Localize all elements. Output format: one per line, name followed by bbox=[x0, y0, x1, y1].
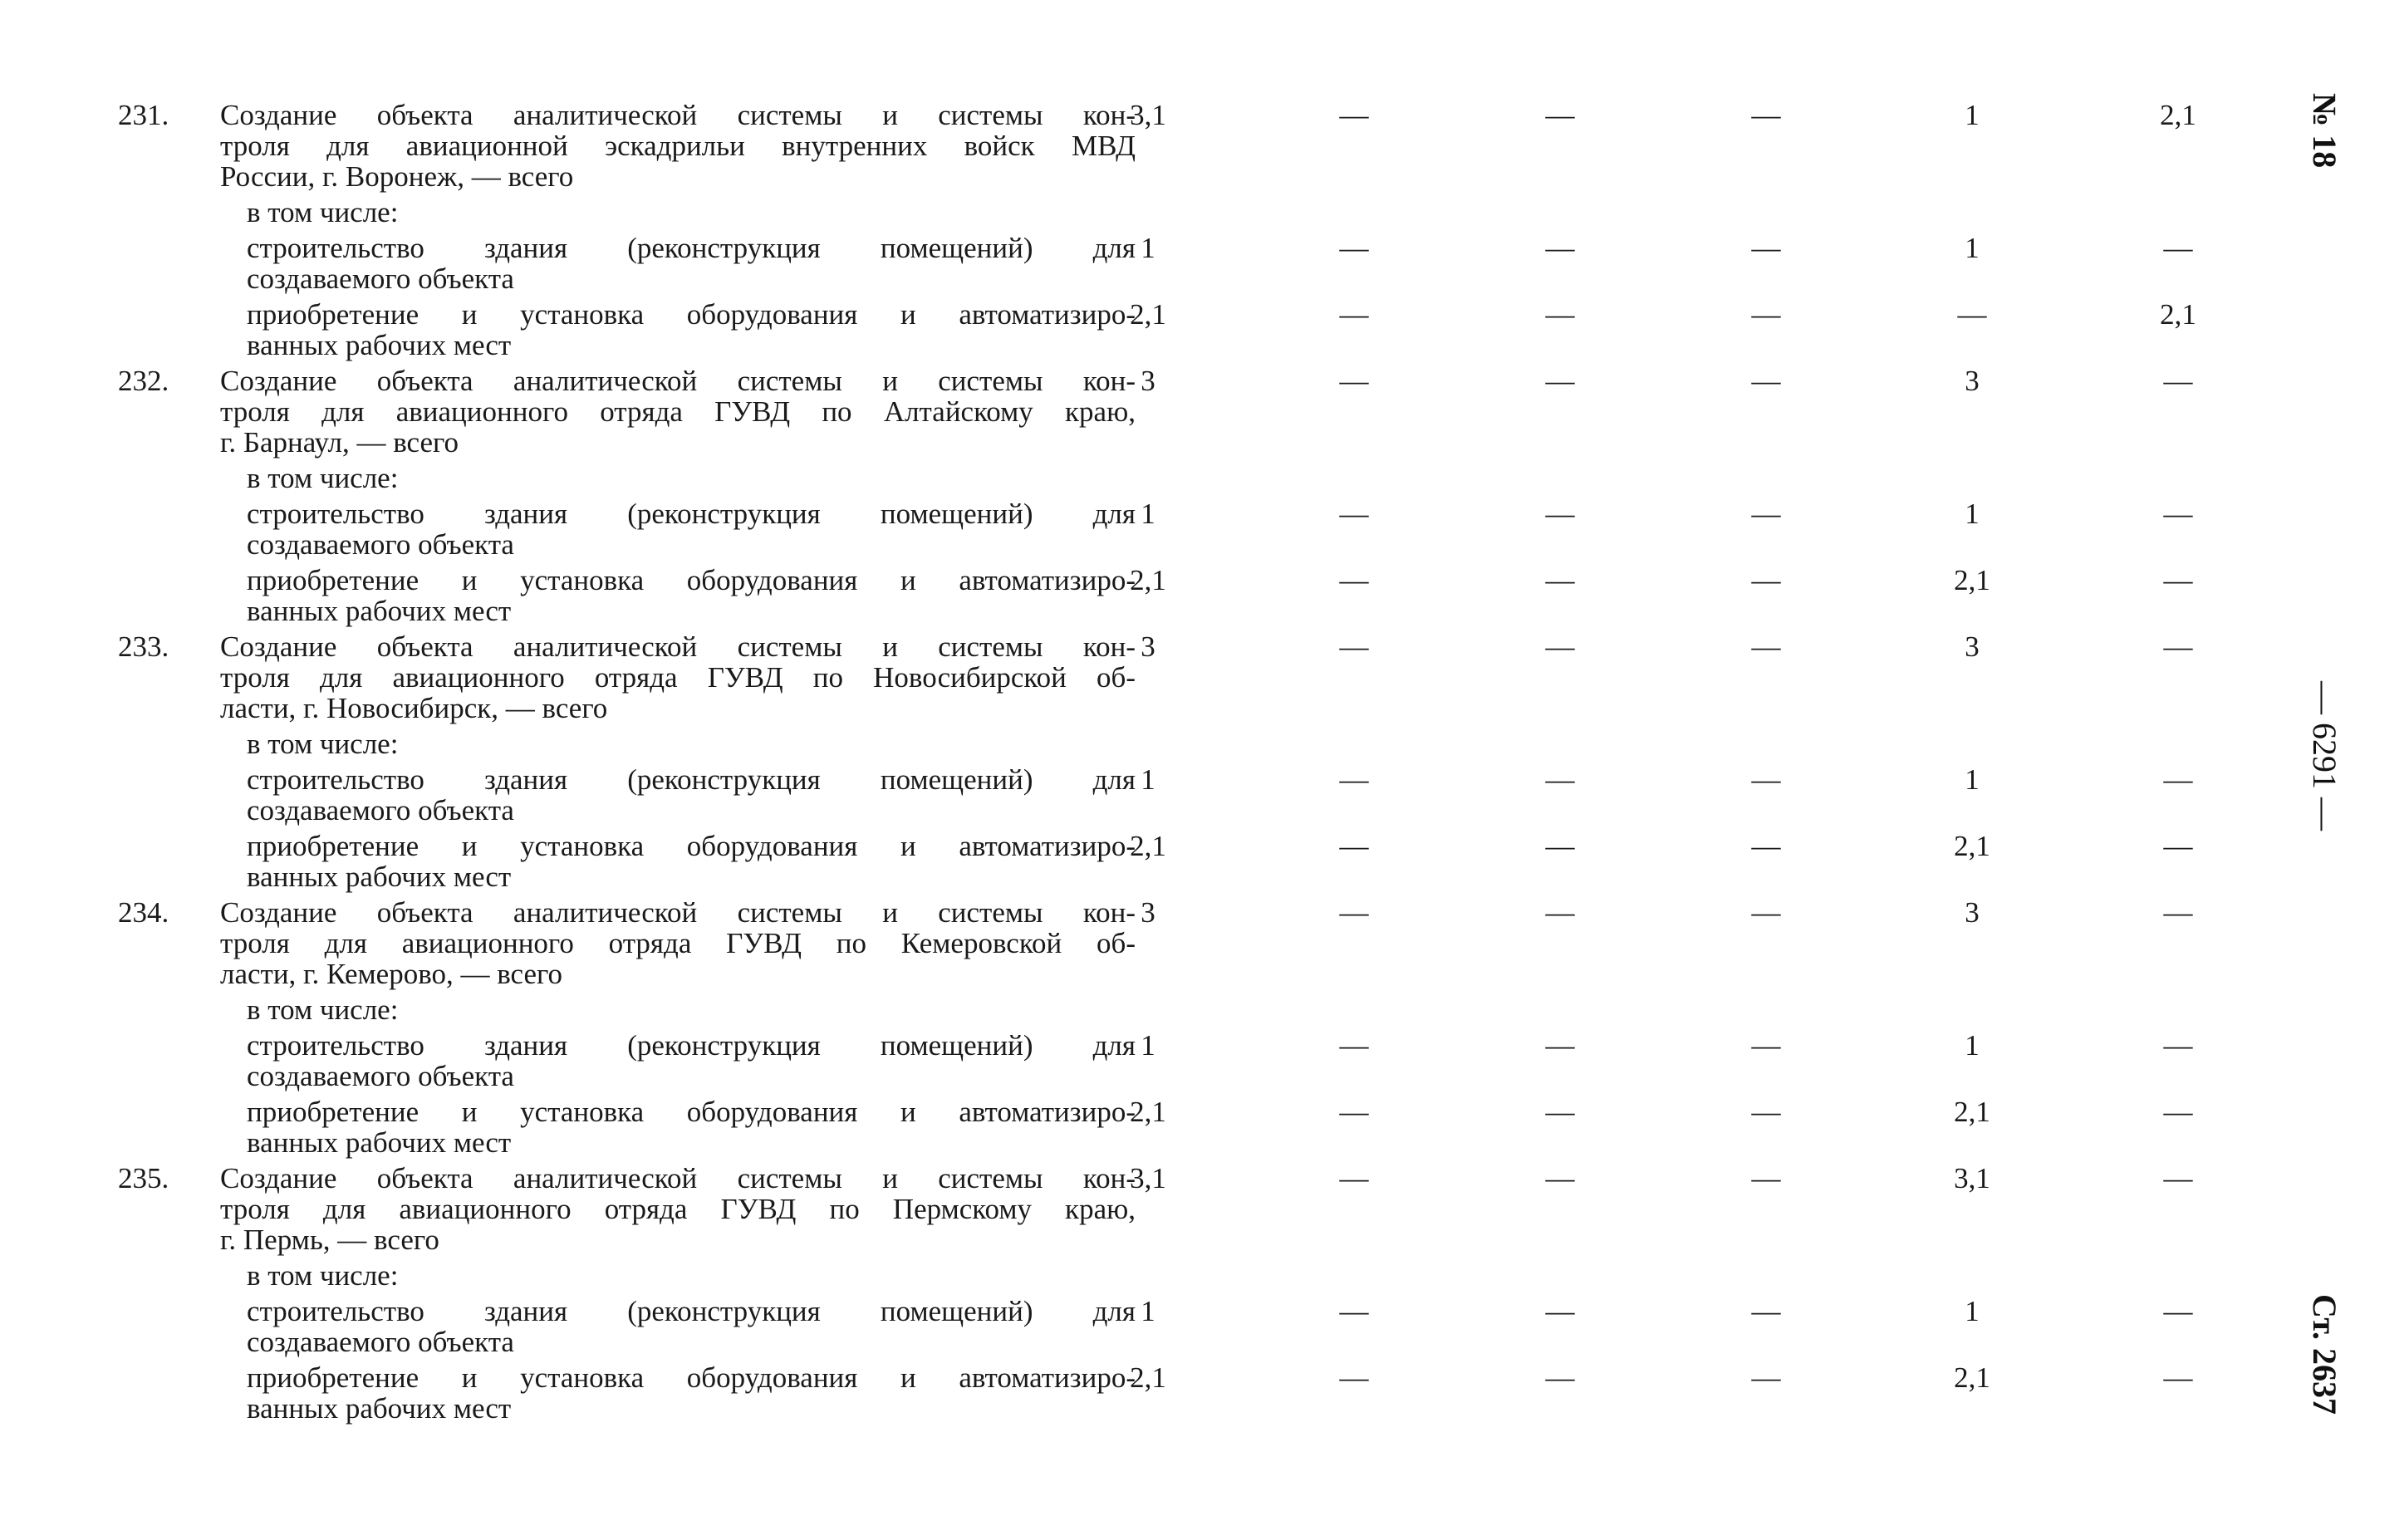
description-line: строительство здания (реконструкция помещений) для bbox=[247, 1295, 1136, 1327]
description-line: ванных рабочих мест bbox=[247, 329, 512, 361]
value-cell-col6: — bbox=[2163, 1029, 2193, 1062]
row-description bbox=[247, 1030, 1136, 1091]
row-description bbox=[247, 233, 1136, 294]
page-number: — 6291 — bbox=[2306, 681, 2343, 831]
value-cell-col2: — bbox=[1339, 498, 1369, 530]
value-cell-col4: — bbox=[1751, 1295, 1781, 1327]
value-cell-col5: 1 bbox=[1965, 1029, 1980, 1062]
description-line: в том числе: bbox=[247, 196, 399, 228]
value-cell-col3: — bbox=[1545, 564, 1575, 596]
description-line: в том числе: bbox=[247, 993, 399, 1026]
description-line: ванных рабочих мест bbox=[247, 1126, 512, 1159]
description-line: троля для авиационного отряда ГУВД по Пермскому краю, bbox=[220, 1193, 1136, 1225]
value-cell-col3: — bbox=[1545, 498, 1575, 530]
description-line: троля для авиационного отряда ГУВД по Алтайскому краю, bbox=[220, 395, 1136, 428]
description-line: в том числе: bbox=[247, 1259, 399, 1292]
value-cell-col4: — bbox=[1751, 763, 1781, 796]
value-cell-col1: 2,1 bbox=[1130, 1096, 1166, 1128]
description-line: Создание объекта аналитической системы и системы кон- bbox=[220, 1162, 1136, 1194]
value-cell-col6: — bbox=[2163, 498, 2193, 530]
description-line: приобретение и установка оборудования и автоматизиро- bbox=[247, 298, 1136, 331]
row-description bbox=[247, 728, 1136, 759]
value-cell-col1: 1 bbox=[1141, 232, 1155, 264]
description-line: в том числе: bbox=[247, 462, 399, 494]
value-cell-col2: — bbox=[1339, 763, 1369, 796]
row-description bbox=[220, 897, 1136, 989]
value-cell-col1: 3,1 bbox=[1130, 1162, 1166, 1194]
description-line: г. Пермь, — всего bbox=[220, 1224, 439, 1256]
value-cell-col5: 2,1 bbox=[1954, 564, 1990, 596]
row-description bbox=[247, 831, 1136, 892]
row-description bbox=[247, 299, 1136, 360]
value-cell-col1: 3 bbox=[1141, 896, 1155, 929]
description-line: приобретение и установка оборудования и автоматизиро- bbox=[247, 830, 1136, 862]
issue-number: № 18 bbox=[2306, 93, 2343, 169]
description-line: Создание объекта аналитической системы и системы кон- bbox=[220, 99, 1136, 131]
description-line: троля для авиационного отряда ГУВД по Кемеровской об- bbox=[220, 927, 1136, 959]
value-cell-col2: — bbox=[1339, 896, 1369, 929]
description-line: троля для авиационной эскадрильи внутренних войск МВД bbox=[220, 130, 1136, 162]
row-description bbox=[247, 463, 1136, 493]
description-line: строительство здания (реконструкция помещений) для bbox=[247, 763, 1136, 796]
value-cell-col1: 1 bbox=[1141, 498, 1155, 530]
value-cell-col1: 2,1 bbox=[1130, 830, 1166, 862]
value-cell-col2: — bbox=[1339, 232, 1369, 264]
value-cell-col2: — bbox=[1339, 1162, 1369, 1194]
value-cell-col3: — bbox=[1545, 99, 1575, 131]
row-description bbox=[247, 565, 1136, 626]
row-number: 231. bbox=[118, 99, 169, 131]
value-cell-col1: 1 bbox=[1141, 1295, 1155, 1327]
value-cell-col1: 3 bbox=[1141, 630, 1155, 663]
value-cell-col5: — bbox=[1957, 298, 1987, 331]
description-line: ванных рабочих мест bbox=[247, 861, 512, 893]
description-line: строительство здания (реконструкция помещений) для bbox=[247, 498, 1136, 530]
value-cell-col3: — bbox=[1545, 1162, 1575, 1194]
row-description bbox=[247, 197, 1136, 228]
row-description bbox=[220, 365, 1136, 458]
value-cell-col6: — bbox=[2163, 830, 2193, 862]
value-cell-col6: 2,1 bbox=[2160, 298, 2196, 331]
description-line: приобретение и установка оборудования и автоматизиро- bbox=[247, 564, 1136, 596]
row-number: 232. bbox=[118, 365, 169, 397]
value-cell-col4: — bbox=[1751, 298, 1781, 331]
value-cell-col2: — bbox=[1339, 365, 1369, 397]
description-line: строительство здания (реконструкция помещений) для bbox=[247, 232, 1136, 264]
description-line: Создание объекта аналитической системы и системы кон- bbox=[220, 896, 1136, 929]
value-cell-col6: 2,1 bbox=[2160, 99, 2196, 131]
value-cell-col6: — bbox=[2163, 564, 2193, 596]
value-cell-col4: — bbox=[1751, 830, 1781, 862]
value-cell-col5: 2,1 bbox=[1954, 1096, 1990, 1128]
value-cell-col3: — bbox=[1545, 298, 1575, 331]
value-cell-col3: — bbox=[1545, 365, 1575, 397]
value-cell-col6: — bbox=[2163, 630, 2193, 663]
description-line: создаваемого объекта bbox=[247, 528, 514, 561]
value-cell-col6: — bbox=[2163, 1096, 2193, 1128]
description-line: Создание объекта аналитической системы и системы кон- bbox=[220, 630, 1136, 663]
value-cell-col3: — bbox=[1545, 232, 1575, 264]
value-cell-col4: — bbox=[1751, 1029, 1781, 1062]
description-line: ласти, г. Кемерово, — всего bbox=[220, 958, 563, 990]
row-description bbox=[247, 1096, 1136, 1158]
description-line: приобретение и установка оборудования и автоматизиро- bbox=[247, 1096, 1136, 1128]
description-line: ванных рабочих мест bbox=[247, 1392, 512, 1425]
value-cell-col4: — bbox=[1751, 99, 1781, 131]
description-line: троля для авиационного отряда ГУВД по Новосибирской об- bbox=[220, 661, 1136, 694]
value-cell-col5: 1 bbox=[1965, 232, 1980, 264]
value-cell-col1: 3 bbox=[1141, 365, 1155, 397]
value-cell-col4: — bbox=[1751, 1096, 1781, 1128]
description-line: ласти, г. Новосибирск, — всего bbox=[220, 692, 608, 724]
value-cell-col6: — bbox=[2163, 1361, 2193, 1394]
value-cell-col3: — bbox=[1545, 630, 1575, 663]
row-description bbox=[220, 1163, 1136, 1255]
value-cell-col4: — bbox=[1751, 498, 1781, 530]
description-line: г. Барнаул, — всего bbox=[220, 426, 459, 459]
value-cell-col4: — bbox=[1751, 1162, 1781, 1194]
value-cell-col6: — bbox=[2163, 763, 2193, 796]
value-cell-col4: — bbox=[1751, 630, 1781, 663]
description-line: Создание объекта аналитической системы и системы кон- bbox=[220, 365, 1136, 397]
row-description bbox=[247, 764, 1136, 826]
row-description bbox=[247, 1296, 1136, 1357]
description-line: ванных рабочих мест bbox=[247, 595, 512, 627]
value-cell-col6: — bbox=[2163, 896, 2193, 929]
value-cell-col1: 1 bbox=[1141, 763, 1155, 796]
value-cell-col4: — bbox=[1751, 1361, 1781, 1394]
value-cell-col5: 2,1 bbox=[1954, 1361, 1990, 1394]
row-description bbox=[247, 1260, 1136, 1291]
row-number: 233. bbox=[118, 630, 169, 663]
value-cell-col4: — bbox=[1751, 896, 1781, 929]
value-cell-col2: — bbox=[1339, 830, 1369, 862]
value-cell-col5: 3 bbox=[1965, 365, 1980, 397]
value-cell-col3: — bbox=[1545, 1096, 1575, 1128]
value-cell-col1: 3,1 bbox=[1130, 99, 1166, 131]
description-line: России, г. Воронеж, — всего bbox=[220, 160, 574, 193]
description-line: создаваемого объекта bbox=[247, 262, 514, 295]
value-cell-col5: 1 bbox=[1965, 498, 1980, 530]
row-number: 235. bbox=[118, 1162, 169, 1194]
value-cell-col4: — bbox=[1751, 232, 1781, 264]
value-cell-col3: — bbox=[1545, 1361, 1575, 1394]
value-cell-col1: 2,1 bbox=[1130, 298, 1166, 331]
value-cell-col5: 1 bbox=[1965, 1295, 1980, 1327]
value-cell-col3: — bbox=[1545, 830, 1575, 862]
value-cell-col3: — bbox=[1545, 1029, 1575, 1062]
value-cell-col5: 2,1 bbox=[1954, 830, 1990, 862]
row-number: 234. bbox=[118, 896, 169, 929]
value-cell-col1: 2,1 bbox=[1130, 564, 1166, 596]
value-cell-col4: — bbox=[1751, 365, 1781, 397]
value-cell-col2: — bbox=[1339, 564, 1369, 596]
value-cell-col3: — bbox=[1545, 1295, 1575, 1327]
value-cell-col6: — bbox=[2163, 1162, 2193, 1194]
value-cell-col2: — bbox=[1339, 1361, 1369, 1394]
description-line: приобретение и установка оборудования и автоматизиро- bbox=[247, 1361, 1136, 1394]
article-number: Ст. 2637 bbox=[2306, 1294, 2343, 1415]
description-line: создаваемого объекта bbox=[247, 1326, 514, 1358]
row-description bbox=[247, 1362, 1136, 1424]
value-cell-col2: — bbox=[1339, 99, 1369, 131]
value-cell-col4: — bbox=[1751, 564, 1781, 596]
description-line: в том числе: bbox=[247, 728, 399, 760]
description-line: строительство здания (реконструкция помещений) для bbox=[247, 1029, 1136, 1062]
value-cell-col2: — bbox=[1339, 298, 1369, 331]
value-cell-col1: 1 bbox=[1141, 1029, 1155, 1062]
value-cell-col2: — bbox=[1339, 1096, 1369, 1128]
value-cell-col6: — bbox=[2163, 1295, 2193, 1327]
row-description bbox=[220, 631, 1136, 723]
value-cell-col5: 1 bbox=[1965, 763, 1980, 796]
value-cell-col2: — bbox=[1339, 1029, 1369, 1062]
row-description bbox=[247, 498, 1136, 560]
value-cell-col5: 3 bbox=[1965, 896, 1980, 929]
value-cell-col2: — bbox=[1339, 630, 1369, 663]
row-description bbox=[247, 994, 1136, 1025]
value-cell-col3: — bbox=[1545, 896, 1575, 929]
value-cell-col2: — bbox=[1339, 1295, 1369, 1327]
row-description bbox=[220, 100, 1136, 192]
value-cell-col5: 3,1 bbox=[1954, 1162, 1990, 1194]
value-cell-col3: — bbox=[1545, 763, 1575, 796]
description-line: создаваемого объекта bbox=[247, 1060, 514, 1092]
value-cell-col5: 1 bbox=[1965, 99, 1980, 131]
value-cell-col1: 2,1 bbox=[1130, 1361, 1166, 1394]
value-cell-col5: 3 bbox=[1965, 630, 1980, 663]
value-cell-col6: — bbox=[2163, 232, 2193, 264]
value-cell-col6: — bbox=[2163, 365, 2193, 397]
description-line: создаваемого объекта bbox=[247, 794, 514, 826]
